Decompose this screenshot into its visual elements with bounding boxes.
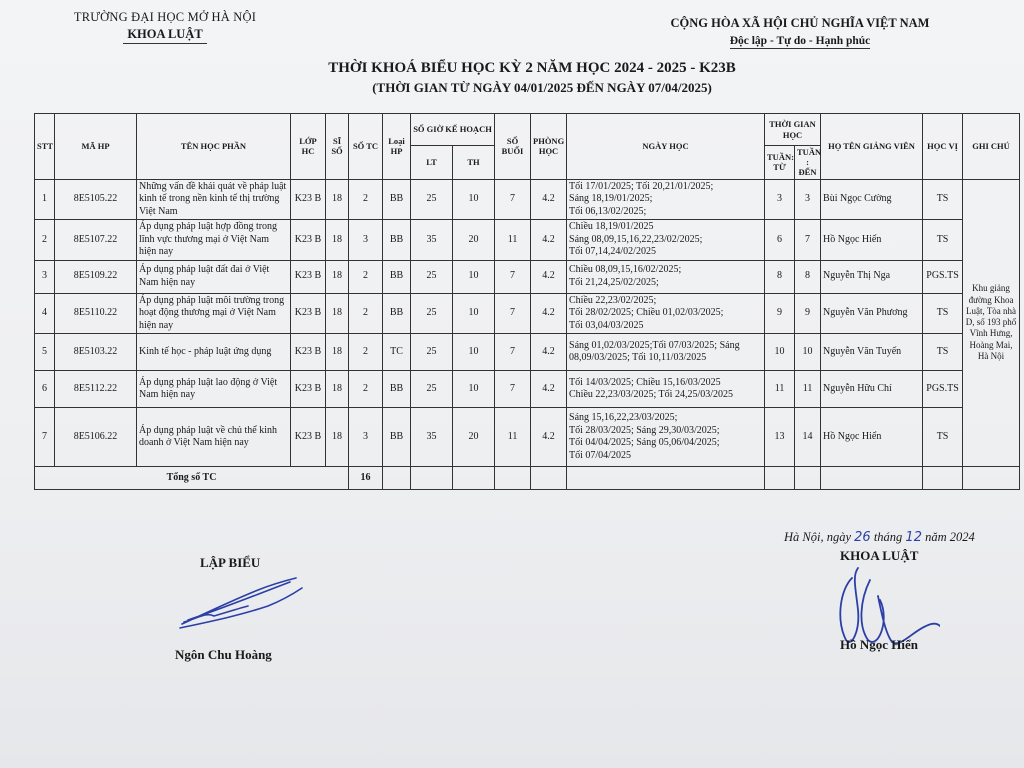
cell-lt: 25 bbox=[411, 293, 453, 334]
cell-lop: K23 B bbox=[291, 371, 326, 408]
cell-ngay bbox=[567, 408, 765, 467]
cell-phong: 4.2 bbox=[531, 220, 567, 261]
cell-lt: 35 bbox=[411, 408, 453, 467]
header-si-so: SĨ SỐ bbox=[326, 114, 349, 180]
date-suffix: năm 2024 bbox=[925, 530, 975, 544]
cell-si-so: 18 bbox=[326, 293, 349, 334]
cell-lop: K23 B bbox=[291, 293, 326, 334]
empty-cell bbox=[495, 467, 531, 490]
header-th: TH bbox=[453, 146, 495, 180]
header-lop: LỚP HC bbox=[291, 114, 326, 180]
faculty-name: KHOA LUẬT bbox=[123, 27, 206, 44]
cell-ngay bbox=[567, 371, 765, 408]
cell-ten-hp: Áp dụng pháp luật hợp đồng trong lĩnh vực thương mại ở Việt Nam hiện nay bbox=[137, 220, 291, 261]
cell-ten-hp: Áp dụng pháp luật đất đai ở Việt Nam hiện nay bbox=[137, 260, 291, 293]
date-line: Tối 21,24,25/02/2025; bbox=[569, 276, 659, 288]
cell-so-buoi: 7 bbox=[495, 334, 531, 371]
issue-date bbox=[784, 530, 975, 545]
date-line: Chiều 18,19/01/2025 bbox=[569, 221, 654, 233]
date-line: Chiều 22,23/02/2025; bbox=[569, 294, 657, 306]
preparer-signature bbox=[178, 572, 308, 632]
date-line: Sáng 15,16,22,23/03/2025; bbox=[569, 412, 678, 424]
cell-th: 10 bbox=[453, 371, 495, 408]
cell-loai: TC bbox=[383, 334, 411, 371]
cell-lt: 25 bbox=[411, 260, 453, 293]
cell-ma-hp: 8E5109.22 bbox=[55, 260, 137, 293]
header-gio-ke-hoach: SỐ GIỜ KẾ HOẠCH bbox=[411, 114, 495, 146]
header-so-buoi: SỐ BUỔI bbox=[495, 114, 531, 180]
cell-so-buoi: 7 bbox=[495, 179, 531, 220]
cell-ma-hp: 8E5112.22 bbox=[55, 371, 137, 408]
cell-ten-hp: Những vấn đề khái quát về pháp luật kinh tế trong nền kinh tế thị trường Việt Nam bbox=[137, 179, 291, 220]
cell-phong: 4.2 bbox=[531, 371, 567, 408]
cell-so-buoi: 11 bbox=[495, 220, 531, 261]
schedule-table bbox=[34, 113, 1020, 490]
cell-hoc-vi: TS bbox=[923, 220, 963, 261]
cell-lop: K23 B bbox=[291, 220, 326, 261]
header-ma-hp: MÃ HP bbox=[55, 114, 137, 180]
header-hoc-vi: HỌC VỊ bbox=[923, 114, 963, 180]
header-tuan-den: TUẦN : ĐẾN bbox=[795, 146, 821, 180]
cell-stt: 6 bbox=[35, 371, 55, 408]
cell-si-so: 18 bbox=[326, 371, 349, 408]
cell-hoc-vi: PGS.TS bbox=[923, 371, 963, 408]
cell-so-buoi: 7 bbox=[495, 371, 531, 408]
cell-ghi-chu: Khu giảng đường Khoa Luật, Tòa nhà D, số 193 phố Vĩnh Hưng, Hoàng Mai, Hà Nội bbox=[963, 179, 1020, 467]
cell-phong: 4.2 bbox=[531, 334, 567, 371]
cell-ngay bbox=[567, 260, 765, 293]
date-line: Sáng 18,19/01/2025; bbox=[569, 193, 653, 205]
date-day: 26 bbox=[854, 530, 871, 545]
table-row bbox=[35, 260, 1020, 293]
cell-si-so: 18 bbox=[326, 220, 349, 261]
cell-ten-hp: Áp dụng pháp luật lao động ở Việt Nam hiện nay bbox=[137, 371, 291, 408]
empty-cell bbox=[765, 467, 795, 490]
table-row bbox=[35, 408, 1020, 467]
cell-so-tc: 3 bbox=[349, 408, 383, 467]
cell-loai: BB bbox=[383, 260, 411, 293]
date-line: Tối 06,13/02/2025; bbox=[569, 205, 647, 217]
date-line: Tối 03,04/03/2025 bbox=[569, 319, 644, 331]
header-ten-hp: TÊN HỌC PHẦN bbox=[137, 114, 291, 180]
cell-giang-vien: Nguyễn Văn Phương bbox=[821, 293, 923, 334]
cell-th: 10 bbox=[453, 260, 495, 293]
cell-loai: BB bbox=[383, 408, 411, 467]
cell-ten-hp: Áp dụng pháp luật về chủ thể kinh doanh ở Việt Nam hiện nay bbox=[137, 408, 291, 467]
date-line: Sáng 08,09,15,16,22,23/02/2025; bbox=[569, 233, 703, 245]
date-line: Tối 17/01/2025; Tối 20,21/01/2025; bbox=[569, 180, 714, 192]
cell-th: 20 bbox=[453, 220, 495, 261]
cell-stt: 2 bbox=[35, 220, 55, 261]
date-line: 08,09/03/2025; Tối 10,11/03/2025 bbox=[569, 352, 707, 364]
header-phong: PHÒNG HỌC bbox=[531, 114, 567, 180]
empty-cell bbox=[453, 467, 495, 490]
cell-hoc-vi: TS bbox=[923, 334, 963, 371]
date-line: Chiều 08,09,15,16/02/2025; bbox=[569, 264, 682, 276]
cell-ngay bbox=[567, 220, 765, 261]
cell-ma-hp: 8E5105.22 bbox=[55, 179, 137, 220]
date-line: Tối 04/04/2025; Sáng 05,06/04/2025; bbox=[569, 437, 720, 449]
cell-so-tc: 2 bbox=[349, 179, 383, 220]
header-thoi-gian: THỜI GIAN HỌC bbox=[765, 114, 821, 146]
cell-th: 10 bbox=[453, 293, 495, 334]
cell-so-tc: 2 bbox=[349, 371, 383, 408]
cell-giang-vien: Bùi Ngọc Cường bbox=[821, 179, 923, 220]
header-stt: STT bbox=[35, 114, 55, 180]
republic-name: CỘNG HÒA XÃ HỘI CHỦ NGHĨA VIỆT NAM bbox=[670, 16, 930, 30]
cell-lt: 35 bbox=[411, 220, 453, 261]
date-line: Tối 28/03/2025; Sáng 29,30/03/2025; bbox=[569, 424, 720, 436]
cell-th: 20 bbox=[453, 408, 495, 467]
cell-so-buoi: 7 bbox=[495, 260, 531, 293]
cell-ngay bbox=[567, 334, 765, 371]
cell-ma-hp: 8E5110.22 bbox=[55, 293, 137, 334]
total-label: Tổng số TC bbox=[35, 467, 349, 490]
cell-phong: 4.2 bbox=[531, 293, 567, 334]
title-line-2: (THỜI GIAN TỪ NGÀY 04/01/2025 ĐẾN NGÀY 07/04/2025) bbox=[372, 80, 712, 95]
table-row bbox=[35, 371, 1020, 408]
date-line: Sáng 01,02/03/2025;Tối 07/03/2025; Sáng bbox=[569, 339, 740, 351]
cell-phong: 4.2 bbox=[531, 260, 567, 293]
cell-giang-vien: Nguyễn Thị Nga bbox=[821, 260, 923, 293]
cell-tuan-den: 7 bbox=[795, 220, 821, 261]
header-ghi-chu: GHI CHÚ bbox=[963, 114, 1020, 180]
cell-phong: 4.2 bbox=[531, 408, 567, 467]
cell-so-tc: 2 bbox=[349, 334, 383, 371]
cell-stt: 4 bbox=[35, 293, 55, 334]
cell-giang-vien: Nguyễn Hữu Chí bbox=[821, 371, 923, 408]
cell-stt: 3 bbox=[35, 260, 55, 293]
empty-cell bbox=[821, 467, 923, 490]
date-line: Tối 07,14,24/02/2025 bbox=[569, 246, 656, 258]
cell-tuan-den: 9 bbox=[795, 293, 821, 334]
cell-lop: K23 B bbox=[291, 408, 326, 467]
cell-hoc-vi: TS bbox=[923, 293, 963, 334]
cell-lt: 25 bbox=[411, 179, 453, 220]
empty-cell bbox=[411, 467, 453, 490]
cell-stt: 1 bbox=[35, 179, 55, 220]
national-motto: Độc lập - Tự do - Hạnh phúc bbox=[729, 35, 871, 47]
cell-giang-vien: Hồ Ngọc Hiển bbox=[821, 220, 923, 261]
preparer-name: Ngôn Chu Hoàng bbox=[175, 647, 272, 662]
cell-so-buoi: 7 bbox=[495, 293, 531, 334]
issuer-block bbox=[40, 10, 290, 44]
cell-ngay bbox=[567, 293, 765, 334]
header-giang-vien: HỌ TÊN GIẢNG VIÊN bbox=[821, 114, 923, 180]
cell-ma-hp: 8E5106.22 bbox=[55, 408, 137, 467]
cell-lt: 25 bbox=[411, 371, 453, 408]
cell-lt: 25 bbox=[411, 334, 453, 371]
cell-so-tc: 3 bbox=[349, 220, 383, 261]
empty-cell bbox=[383, 467, 411, 490]
prepared-by-label: LẬP BIỂU bbox=[200, 555, 261, 570]
cell-si-so: 18 bbox=[326, 408, 349, 467]
date-line: Tối 07/04/2025 bbox=[569, 449, 631, 461]
cell-loai: BB bbox=[383, 371, 411, 408]
cell-si-so: 18 bbox=[326, 334, 349, 371]
title-line-1: THỜI KHOÁ BIỂU HỌC KỲ 2 NĂM HỌC 2024 - 2025 - K23B bbox=[328, 60, 736, 76]
cell-tuan-tu: 6 bbox=[765, 220, 795, 261]
national-heading bbox=[640, 16, 960, 49]
header-so-tc: SỐ TC bbox=[349, 114, 383, 180]
cell-tuan-den: 8 bbox=[795, 260, 821, 293]
cell-so-tc: 2 bbox=[349, 293, 383, 334]
total-row bbox=[35, 467, 1020, 490]
header-tuan-tu: TUẦN: TỪ bbox=[765, 146, 795, 180]
cell-tuan-tu: 8 bbox=[765, 260, 795, 293]
signing-faculty: KHOA LUẬT bbox=[840, 548, 919, 563]
cell-tuan-den: 14 bbox=[795, 408, 821, 467]
cell-stt: 7 bbox=[35, 408, 55, 467]
cell-loai: BB bbox=[383, 220, 411, 261]
empty-cell bbox=[963, 467, 1020, 490]
cell-tuan-den: 11 bbox=[795, 371, 821, 408]
cell-tuan-den: 10 bbox=[795, 334, 821, 371]
cell-lop: K23 B bbox=[291, 334, 326, 371]
document-title bbox=[0, 60, 1024, 96]
cell-hoc-vi: PGS.TS bbox=[923, 260, 963, 293]
cell-stt: 5 bbox=[35, 334, 55, 371]
cell-hoc-vi: TS bbox=[923, 179, 963, 220]
empty-cell bbox=[567, 467, 765, 490]
cell-ngay bbox=[567, 179, 765, 220]
table-row bbox=[35, 293, 1020, 334]
table-row bbox=[35, 220, 1020, 261]
cell-th: 10 bbox=[453, 334, 495, 371]
date-line: Tối 14/03/2025; Chiều 15,16/03/2025 bbox=[569, 376, 721, 388]
cell-ten-hp: Kinh tế học - pháp luật ứng dụng bbox=[137, 334, 291, 371]
empty-cell bbox=[531, 467, 567, 490]
empty-cell bbox=[923, 467, 963, 490]
empty-cell bbox=[795, 467, 821, 490]
cell-tuan-tu: 9 bbox=[765, 293, 795, 334]
cell-ma-hp: 8E5103.22 bbox=[55, 334, 137, 371]
cell-ma-hp: 8E5107.22 bbox=[55, 220, 137, 261]
total-credits: 16 bbox=[349, 467, 383, 490]
cell-tuan-tu: 3 bbox=[765, 179, 795, 220]
table-row bbox=[35, 179, 1020, 220]
cell-so-tc: 2 bbox=[349, 260, 383, 293]
cell-tuan-den: 3 bbox=[795, 179, 821, 220]
cell-giang-vien: Hồ Ngọc Hiển bbox=[821, 408, 923, 467]
date-month: 12 bbox=[905, 530, 922, 545]
cell-loai: BB bbox=[383, 179, 411, 220]
header-lt: LT bbox=[411, 146, 453, 180]
cell-si-so: 18 bbox=[326, 179, 349, 220]
cell-th: 10 bbox=[453, 179, 495, 220]
header-ngay: NGÀY HỌC bbox=[567, 114, 765, 180]
date-mid: tháng bbox=[873, 530, 903, 544]
cell-giang-vien: Nguyễn Văn Tuyến bbox=[821, 334, 923, 371]
cell-tuan-tu: 13 bbox=[765, 408, 795, 467]
table-row bbox=[35, 334, 1020, 371]
cell-tuan-tu: 11 bbox=[765, 371, 795, 408]
cell-lop: K23 B bbox=[291, 179, 326, 220]
cell-tuan-tu: 10 bbox=[765, 334, 795, 371]
cell-lop: K23 B bbox=[291, 260, 326, 293]
header-loai: Loại HP bbox=[383, 114, 411, 180]
date-line: Tối 28/02/2025; Chiều 01,02/03/2025; bbox=[569, 307, 724, 319]
university-name: TRƯỜNG ĐẠI HỌC MỞ HÀ NỘI bbox=[73, 10, 257, 24]
cell-so-buoi: 11 bbox=[495, 408, 531, 467]
cell-loai: BB bbox=[383, 293, 411, 334]
date-prefix: Hà Nội, ngày bbox=[784, 530, 852, 544]
date-line: Chiều 22,23/03/2025; Tối 24,25/03/2025 bbox=[569, 389, 733, 401]
cell-si-so: 18 bbox=[326, 260, 349, 293]
signer-name: Hồ Ngọc Hiển bbox=[840, 637, 918, 652]
cell-hoc-vi: TS bbox=[923, 408, 963, 467]
cell-ten-hp: Áp dụng pháp luật môi trường trong hoạt động thương mại ở Việt Nam hiện nay bbox=[137, 293, 291, 334]
cell-phong: 4.2 bbox=[531, 179, 567, 220]
